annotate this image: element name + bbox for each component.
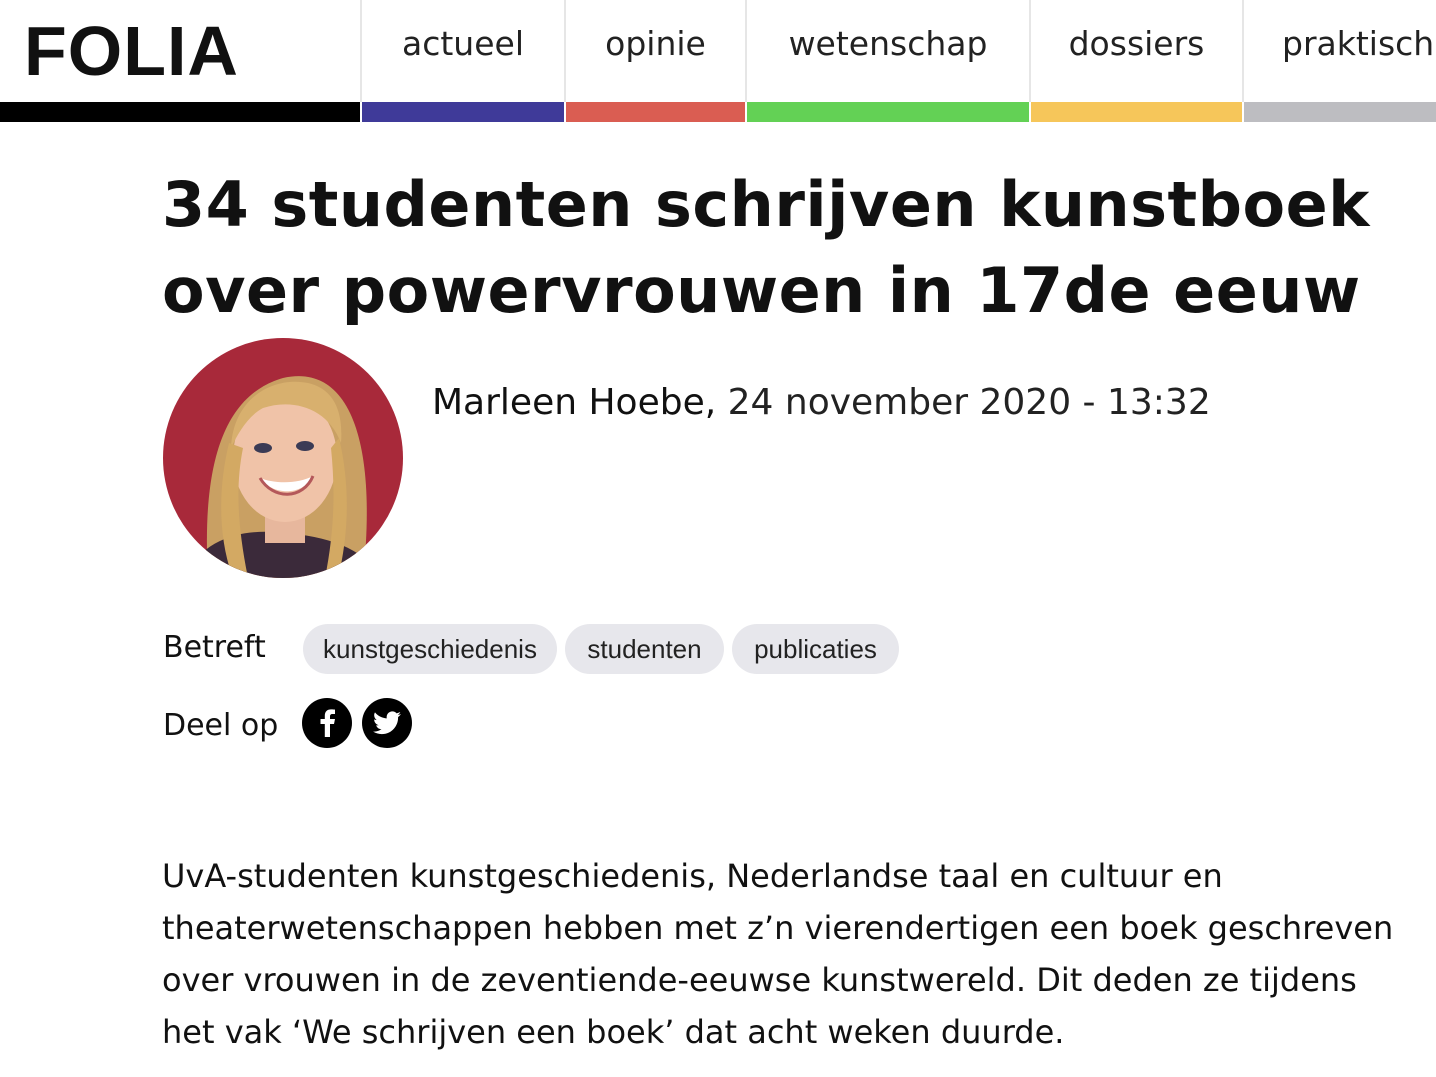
author-photo [163,338,403,578]
tag-studenten[interactable] [565,624,724,674]
nav-bar-wetenschap [747,102,1029,122]
tags-label: Betreft [163,630,266,665]
twitter-share-button[interactable] [362,698,412,748]
top-navigation [0,0,1436,122]
tag-label: studenten [587,633,702,664]
tag-publicaties[interactable] [732,624,899,674]
nav-bar-actueel [362,102,564,122]
nav-item-actueel[interactable] [360,0,564,102]
tag-label: publicaties [754,633,877,664]
facebook-share-button[interactable] [302,698,352,748]
nav-label: dossiers [1068,24,1205,63]
nav-label: wetenschap [788,24,988,63]
nav-item-wetenschap[interactable] [745,0,1029,102]
nav-bar-dossiers [1031,102,1242,122]
article-body: UvA-studenten kunstgeschiedenis, Nederlandse taal en cultuur en theaterwetenschappen hebben met z’n vierendertigen een boek geschreven over vrouwen in de zeventiende-eeuwse kunstwereld. Dit deden ze tijdens het vak ‘We schrijven een boek’ dat acht weken duurde. [162,857,1394,1051]
article-title: 34 studenten schrijven kunstboek over powervrouwen in 17de eeuw [162,168,1370,327]
article-byline [432,382,1211,423]
logo-text: FOLIA [24,12,239,90]
publish-date: 24 november 2020 - 13:32 [727,382,1211,423]
twitter-icon [373,711,401,735]
nav-bar-opinie [566,102,745,122]
nav-item-dossiers[interactable] [1029,0,1242,102]
nav-item-opinie[interactable] [564,0,745,102]
nav-label: actueel [402,24,524,63]
tag-label: kunstgeschiedenis [323,633,537,664]
nav-label: praktisch [1282,24,1435,63]
facebook-icon [316,709,338,737]
nav-label: opinie [605,24,706,63]
tag-kunstgeschiedenis[interactable] [303,624,557,674]
logo-color-bar [0,102,360,122]
nav-item-praktisch[interactable] [1242,0,1436,102]
folia-logo[interactable] [0,0,360,102]
share-label: Deel op [163,708,279,743]
author-name[interactable]: Marleen Hoebe, [432,382,717,423]
author-avatar[interactable] [163,338,403,578]
nav-bar-praktisch [1244,102,1436,122]
